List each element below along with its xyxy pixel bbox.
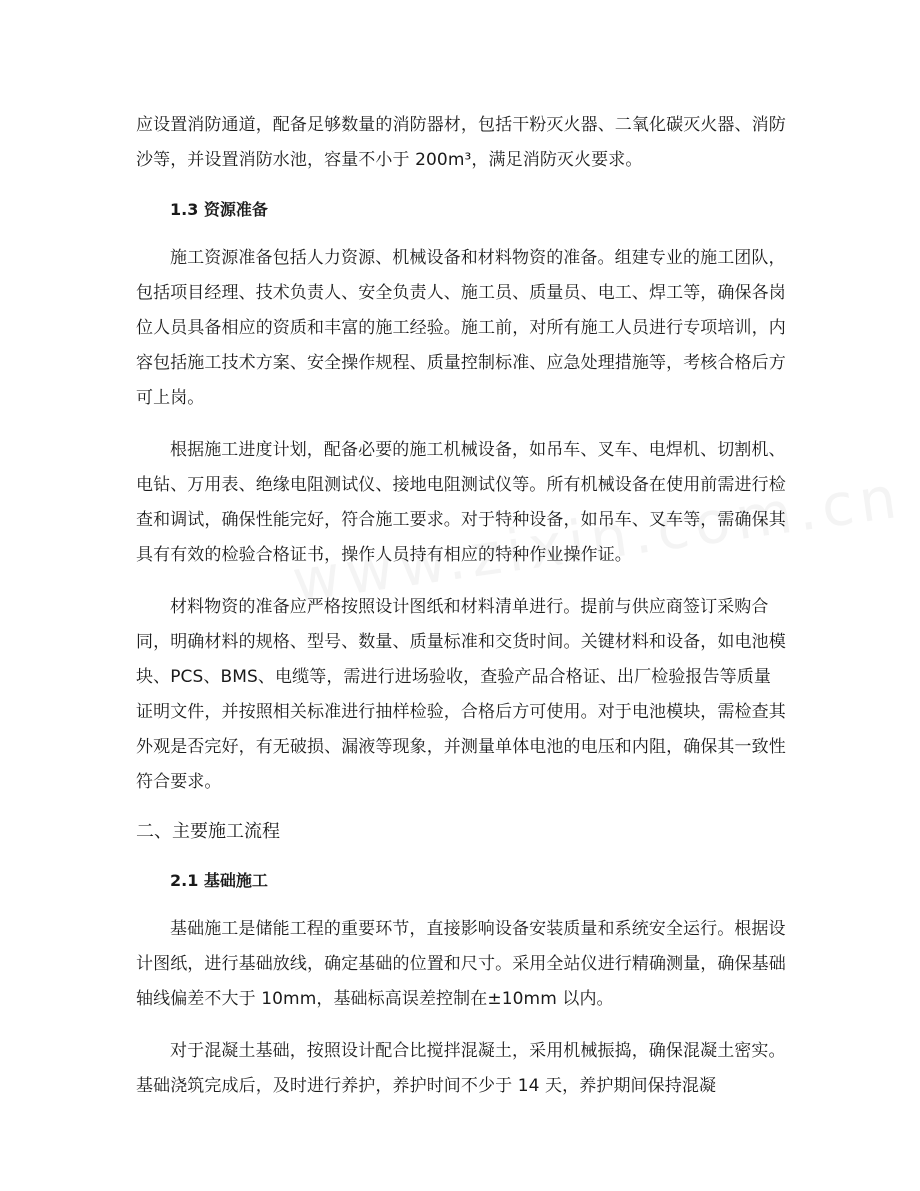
chapter-heading-2: 二、主要施工流程 (136, 821, 280, 842)
paragraph-1-3-2: 根据施工进度计划，配备必要的施工机械设备，如吊车、叉车、电焊机、切割机、电钻、万用表、绝缘电阻测试仪、接地电阻测试仪等。所有机械设备在使用前需进行检查和调试，确保性能完好，符合施工要求。对于特种设备，如吊车、叉车等，需确保其具有有效的检验合格证书，操作人员持有相应的特种作业操作证。 (136, 440, 786, 565)
continuation-paragraph: 应设置消防通道，配备足够数量的消防器材，包括干粉灭火器、二氧化碳灭火器、消防沙等，并设置消防水池，容量不小于 200m³，满足消防灭火要求。 (136, 115, 786, 170)
paragraph-1-3-1: 施工资源准备包括人力资源、机械设备和材料物资的准备。组建专业的施工团队，包括项目经理、技术负责人、安全负责人、施工员、质量员、电工、焊工等，确保各岗位人员具备相应的资质和丰富的施工经验。施工前，对所有施工人员进行专项培训，内容包括施工技术方案、安全操作规程、质量控制标准、应急处理措施等，考核合格后方可上岗。 (136, 248, 786, 408)
paragraph-1-3-3: 材料物资的准备应严格按照设计图纸和材料清单进行。提前与供应商签订采购合同，明确材料的规格、型号、数量、质量标准和交货时间。关键材料和设备，如电池模块、PCS、BMS、电缆等，需进行进场验收，查验产品合格证、出厂检验报告等质量证明文件，并按照相关标准进行抽样检验，合格后方可使用。对于电池模块，需检查其外观是否完好，有无破损、漏液等现象，并测量单体电池的电压和内阻，确保其一致性符合要求。 (136, 597, 786, 792)
section-heading-1-3: 1.3 资源准备 (170, 200, 268, 219)
document-body (136, 108, 788, 1104)
section-heading-2-1: 2.1 基础施工 (170, 871, 268, 890)
paragraph-2-1-2: 对于混凝土基础，按照设计配合比搅拌混凝土，采用机械振捣，确保混凝土密实。基础浇筑完成后，及时进行养护，养护时间不少于 14 天，养护期间保持混凝 (136, 1041, 786, 1096)
paragraph-2-1-1: 基础施工是储能工程的重要环节，直接影响设备安装质量和系统安全运行。根据设计图纸，进行基础放线，确定基础的位置和尺寸。采用全站仪进行精确测量，确保基础轴线偏差不大于 10mm，基础标高误差控制在±10mm 以内。 (136, 919, 786, 1009)
